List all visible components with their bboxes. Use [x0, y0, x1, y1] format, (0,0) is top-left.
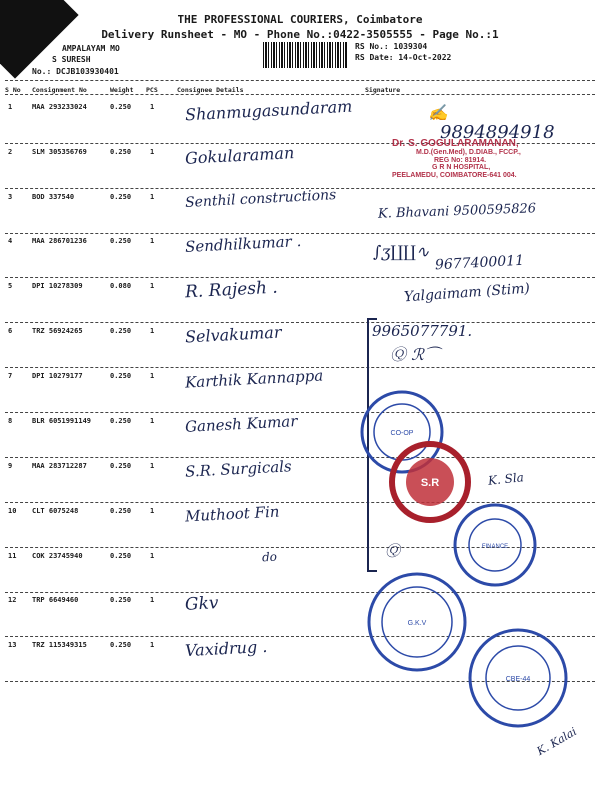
row-3-weight: 0.250 [110, 193, 132, 201]
col-signature: Signature [365, 86, 401, 94]
row-1-consignment: MAA 293233024 [32, 103, 87, 111]
row-8-weight: 0.250 [110, 417, 132, 425]
row-12-consignee: Gkv [184, 593, 220, 615]
row-7-pcs: 1 [150, 372, 155, 380]
row-7-sno: 7 [8, 372, 13, 380]
document-title: THE PROFESSIONAL COURIERS, Coimbatore [177, 13, 423, 26]
row-1-pcs: 1 [150, 103, 155, 111]
row-7-weight: 0.250 [110, 372, 132, 380]
runsheet-barcode [263, 42, 347, 68]
row-9-consignee: S.R. Surgicals [184, 457, 293, 481]
row-11-consignee: do [261, 549, 278, 565]
row-10-pcs: 1 [150, 507, 155, 515]
header-rule-top [5, 80, 595, 81]
doctor-stamp [392, 138, 521, 180]
row-8-consignment: BLR 6051991149 [32, 417, 92, 425]
gkv-seal [369, 574, 465, 670]
document-subtitle: Delivery Runsheet - MO - Phone No.:0422-3505555 - Page No.:1 [101, 28, 499, 41]
seal-layer [350, 385, 600, 795]
row-13-weight: 0.250 [110, 641, 132, 649]
row-9-sno: 9 [8, 462, 13, 470]
row-7-consignee: Karthik Kannappa [184, 366, 324, 392]
row-4-weight: 0.250 [110, 237, 132, 245]
row-10-consignment: CLT 6075248 [32, 507, 79, 515]
row-8-sno: 8 [8, 417, 13, 425]
row-3-consignee: Senthil constructions [184, 187, 337, 211]
row-4-consignee: Sendhilkumar . [184, 231, 302, 257]
row-2-consignment: SLM 305356769 [32, 148, 87, 156]
col-consignment: Consignment No [32, 86, 87, 94]
row-11-weight: 0.250 [110, 552, 132, 560]
row-10-sno: 10 [8, 507, 17, 515]
sig-1-scribble: ✍ [428, 103, 448, 122]
row-4-sno: 4 [8, 237, 13, 245]
row-9-pcs: 1 [150, 462, 155, 470]
col-sno: S No [5, 86, 21, 94]
row-2-sno: 2 [8, 148, 13, 156]
row-5-consignment: DPI 10278309 [32, 282, 83, 290]
sig-4-phone: 9677400011 [434, 252, 525, 274]
row-13-consignment: TRZ 115349315 [32, 641, 87, 649]
row-6-consignment: TRZ 56924265 [32, 327, 83, 335]
row-8-consignee: Ganesh Kumar [184, 412, 298, 436]
sig-13-initial: K. Kalai [534, 724, 579, 759]
sig-5-name: Yalgaimam (Stim) [403, 280, 531, 306]
row-1-weight: 0.250 [110, 103, 132, 111]
svg-text:CO-OP: CO-OP [390, 430, 414, 437]
col-pcs: PCS [146, 86, 158, 94]
row-4-consignment: MAA 286701236 [32, 237, 87, 245]
row-5-weight: 0.080 [110, 282, 132, 290]
row-6-weight: 0.250 [110, 327, 132, 335]
sig-6-scribble: Ⓠ ℛ⌒ [390, 345, 440, 364]
doctor-quals: M.D.(Gen.Med), D.DIAB., FCCP., [416, 149, 521, 156]
sig-4-scribble: ∫ʒ∐∐∿ [373, 242, 430, 261]
driver-name: S SURESH [52, 55, 91, 64]
row-2-weight: 0.250 [110, 148, 132, 156]
row-2-consignee: Gokularaman [184, 143, 295, 168]
row-2-pcs: 1 [150, 148, 155, 156]
row-5-consignee: R. Rajesh . [184, 277, 279, 303]
rs-number: RS No.: 1039304 [355, 42, 428, 51]
row-6-consignee: Selvakumar [184, 322, 282, 347]
branch-line: AMPALAYAM MO [62, 44, 120, 53]
sig-1-phone: 9894894918 [440, 122, 555, 143]
row-11-consignment: COK 23745940 [32, 552, 83, 560]
svg-text:FINANCE: FINANCE [481, 544, 509, 550]
row-13-sno: 13 [8, 641, 17, 649]
col-consignee: Consignee Details [177, 86, 244, 94]
row-4-pcs: 1 [150, 237, 155, 245]
row-13-consignee: Vaxidrug . [184, 636, 268, 661]
svg-text:S.R: S.R [420, 477, 440, 489]
row-6-pcs: 1 [150, 327, 155, 335]
row-12-consignment: TRP 6649460 [32, 596, 79, 604]
doctor-name: Dr. S. GOGULARAMANAN, [392, 138, 519, 149]
row-11-pcs: 1 [150, 552, 155, 560]
svg-text:CBE-44: CBE-44 [505, 676, 531, 683]
row-1-sno: 1 [8, 103, 13, 111]
sig-3-name-phone: K. Bhavani 9500595826 [377, 201, 537, 222]
doctor-reg: REG No: 81914. [434, 156, 487, 164]
row-7-consignment: DPI 10279177 [32, 372, 83, 380]
sig-9-initial: K. Sla [487, 470, 525, 488]
surgicals-seal [392, 444, 468, 520]
row-3-consignment: BOD 337540 [32, 193, 75, 201]
rs-date: RS Date: 14-Oct-2022 [355, 53, 452, 62]
sig-11-scribble: Ⓠ [385, 542, 401, 560]
col-weight: Weight [110, 86, 134, 94]
header-rule-bottom [5, 94, 595, 95]
row-5-sno: 5 [8, 282, 13, 290]
row-5-pcs: 1 [150, 282, 155, 290]
row-12-sno: 12 [8, 596, 17, 604]
row-9-weight: 0.250 [110, 462, 132, 470]
row-12-weight: 0.250 [110, 596, 132, 604]
row-12-pcs: 1 [150, 596, 155, 604]
row-10-consignee: Muthoot Fin [184, 502, 280, 526]
row-5-divider [5, 322, 595, 323]
row-4-divider [5, 277, 595, 278]
row-10-weight: 0.250 [110, 507, 132, 515]
row-1-consignee: Shanmugasundaram [184, 96, 353, 125]
row-8-pcs: 1 [150, 417, 155, 425]
row-3-sno: 3 [8, 193, 13, 201]
row-13-pcs: 1 [150, 641, 155, 649]
svg-text:G.K.V: G.K.V [407, 620, 427, 627]
row-11-sno: 11 [8, 552, 17, 560]
finance-seal [455, 505, 535, 585]
row-9-consignment: MAA 283712287 [32, 462, 87, 470]
row-3-pcs: 1 [150, 193, 155, 201]
doctor-address: PEELAMEDU, COIMBATORE-641 004. [392, 172, 517, 180]
drs-number: No.: DCJB103930401 [32, 67, 119, 76]
vaxidrug-seal [470, 630, 566, 726]
row-6-sno: 6 [8, 327, 13, 335]
doctor-hospital: G R N HOSPITAL, [432, 164, 491, 172]
sig-6-phone: 9965077791. [372, 322, 473, 340]
